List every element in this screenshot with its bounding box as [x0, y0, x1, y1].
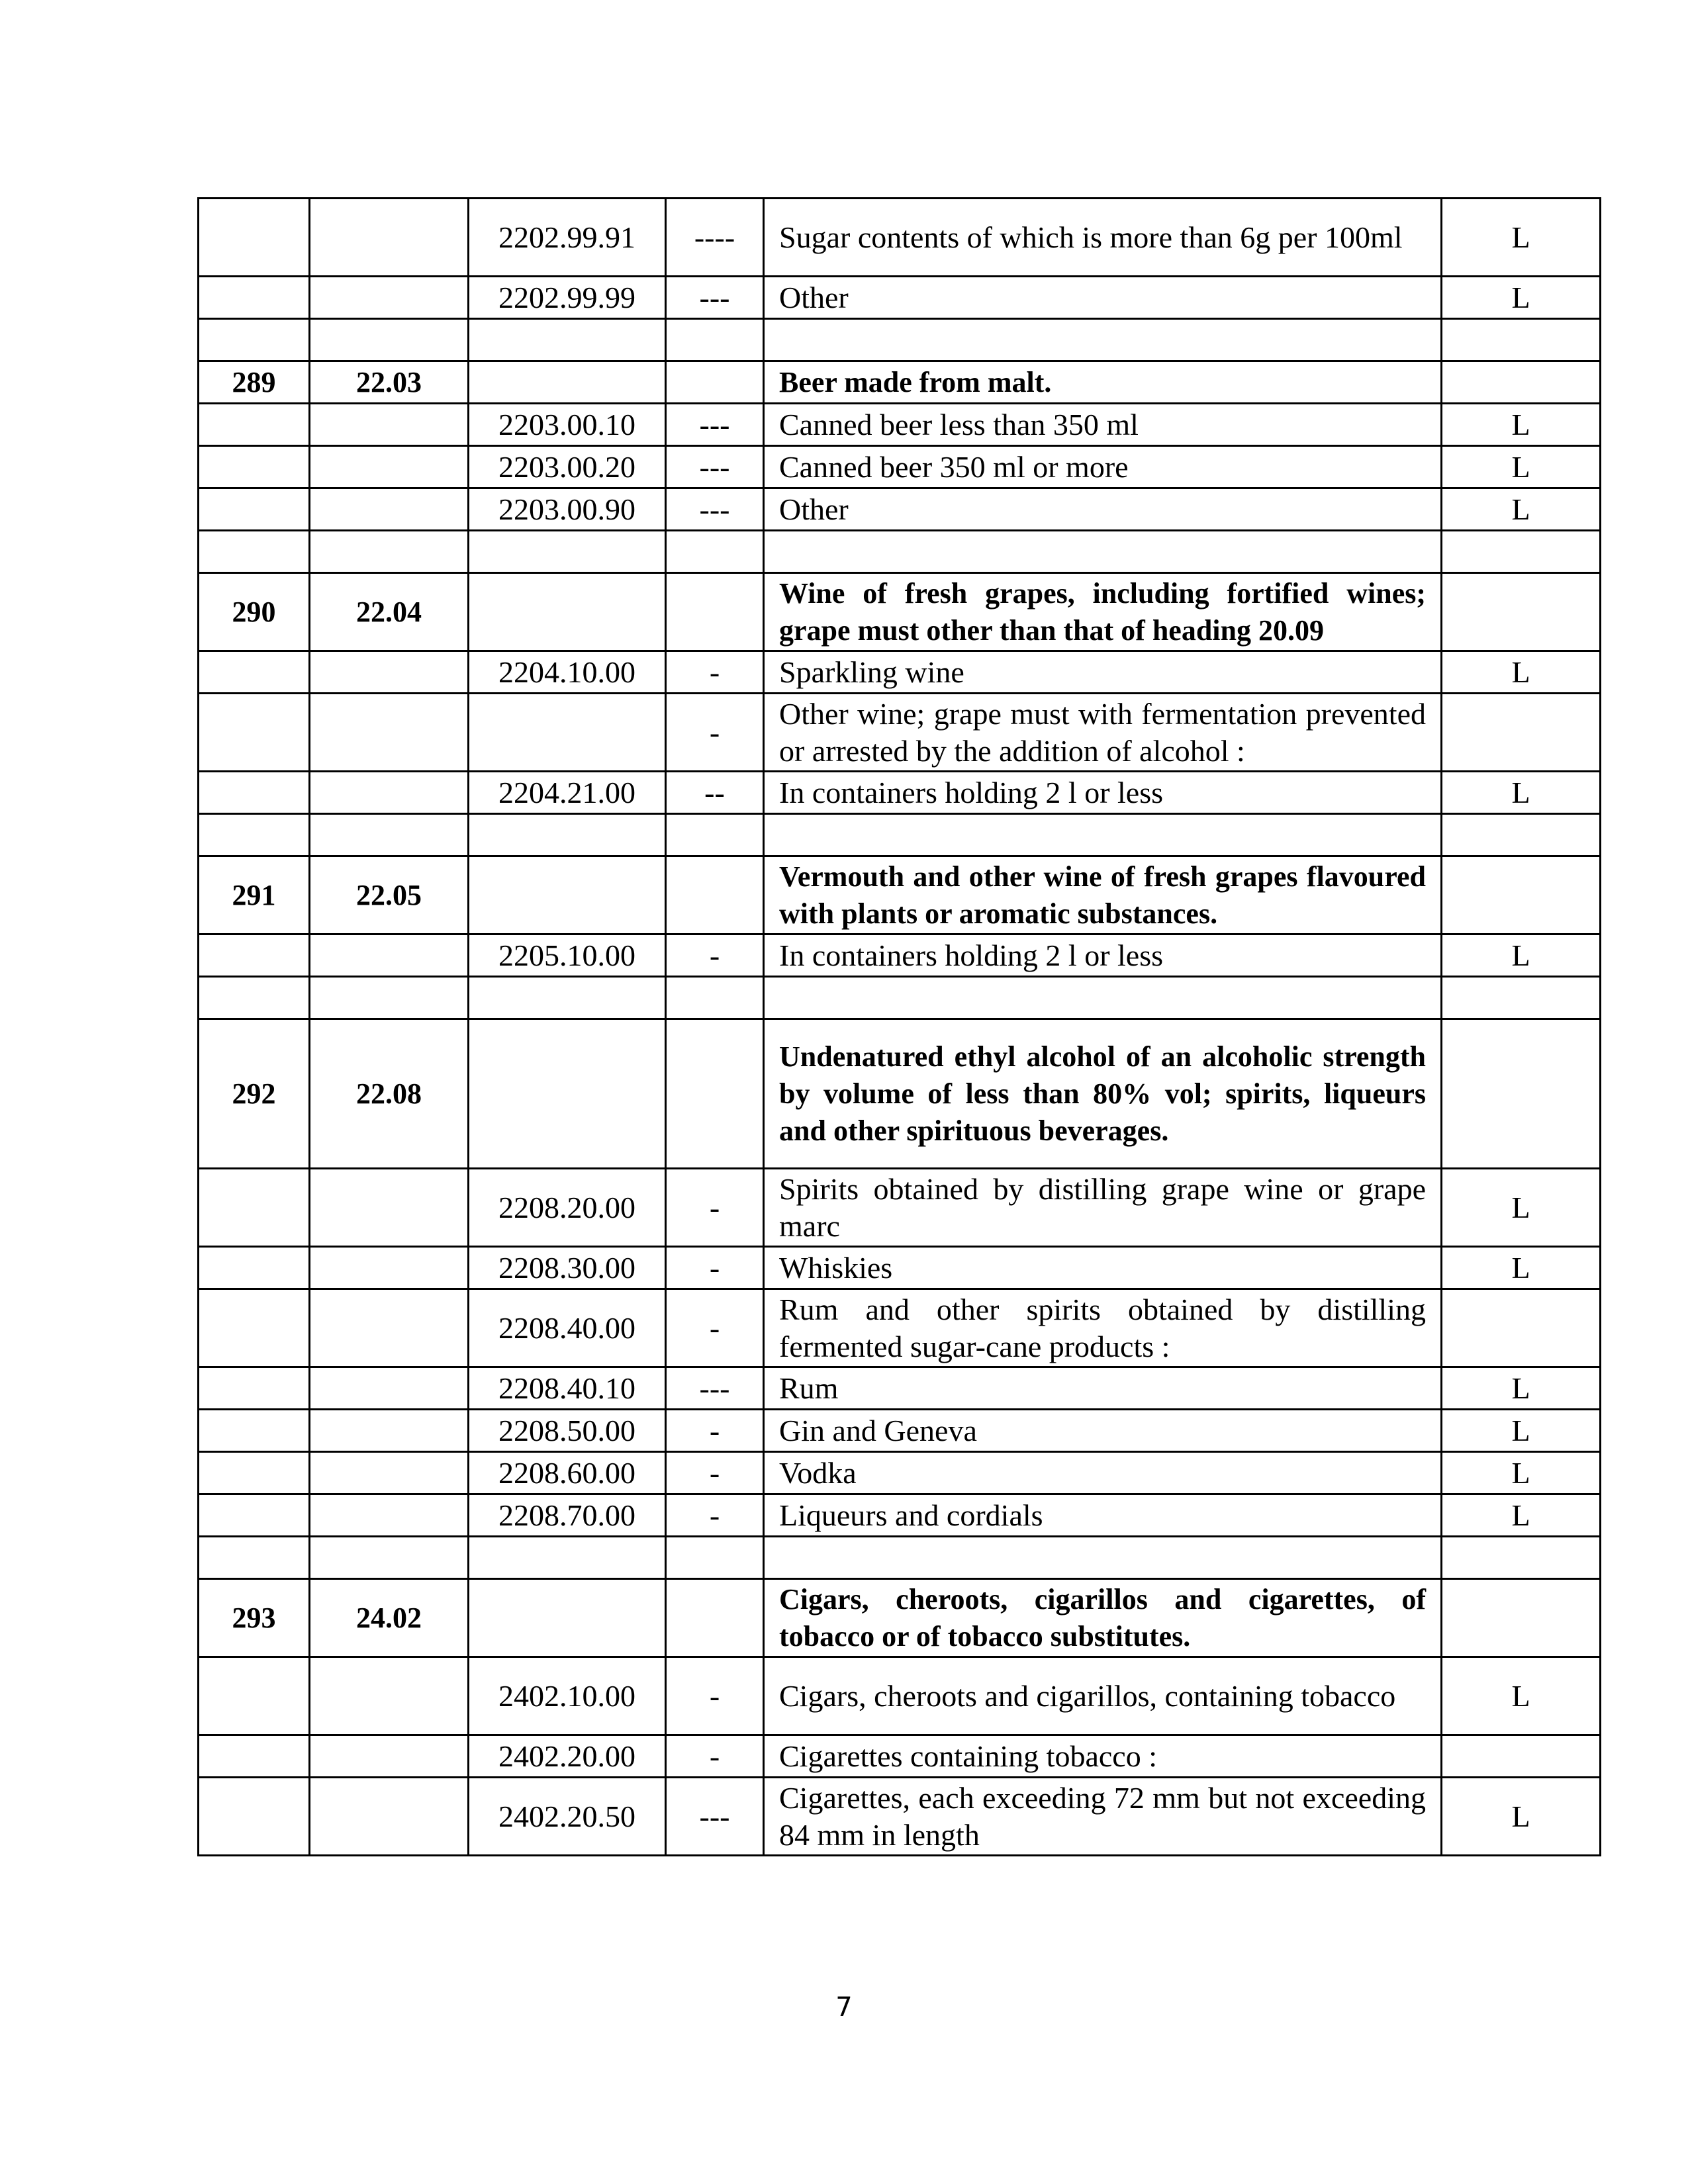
description-cell: Sugar contents of which is more than 6g per 100ml — [764, 199, 1442, 277]
description-cell: Liqueurs and cordials — [764, 1494, 1442, 1537]
heading-cell — [310, 694, 469, 772]
dash-level-cell — [666, 1579, 764, 1657]
hs-code-cell: 2402.10.00 — [469, 1657, 666, 1735]
description-cell — [764, 977, 1442, 1019]
dash-level-cell: - — [666, 1289, 764, 1367]
description-cell: Other wine; grape must with fermentation prevented or arrested by the addition of alcohol : — [764, 694, 1442, 772]
description-cell: In containers holding 2 l or less — [764, 934, 1442, 977]
category-cell — [1442, 361, 1601, 404]
heading-cell — [310, 1778, 469, 1856]
table-row — [199, 651, 1601, 694]
description-cell: Rum and other spirits obtained by distilling fermented sugar-cane products : — [764, 1289, 1442, 1367]
dash-level-cell: - — [666, 1657, 764, 1735]
hs-code-cell: 2203.00.90 — [469, 488, 666, 531]
heading-cell: 22.05 — [310, 856, 469, 934]
heading-cell — [310, 1494, 469, 1537]
hs-code-cell: 2208.60.00 — [469, 1452, 666, 1494]
hs-code-cell — [469, 814, 666, 856]
item-number-cell: 293 — [199, 1579, 310, 1657]
dash-level-cell: --- — [666, 446, 764, 488]
dash-level-cell: - — [666, 651, 764, 694]
category-cell: L — [1442, 1494, 1601, 1537]
description-cell: Spirits obtained by distilling grape wine or grape marc — [764, 1169, 1442, 1247]
table-row — [199, 1367, 1601, 1410]
item-number-cell — [199, 814, 310, 856]
tariff-table — [197, 197, 1601, 1856]
description-cell: Rum — [764, 1367, 1442, 1410]
item-number-cell: 292 — [199, 1019, 310, 1169]
hs-code-cell: 2205.10.00 — [469, 934, 666, 977]
hs-code-cell: 2208.20.00 — [469, 1169, 666, 1247]
dash-level-cell — [666, 1537, 764, 1579]
item-number-cell: 289 — [199, 361, 310, 404]
heading-cell — [310, 1657, 469, 1735]
category-cell: L — [1442, 934, 1601, 977]
hs-code-cell — [469, 856, 666, 934]
hs-code-cell: 2208.40.10 — [469, 1367, 666, 1410]
description-cell — [764, 531, 1442, 573]
item-number-cell — [199, 277, 310, 319]
item-number-cell — [199, 977, 310, 1019]
table-row — [199, 1778, 1601, 1856]
hs-code-cell: 2208.40.00 — [469, 1289, 666, 1367]
item-number-cell — [199, 1735, 310, 1778]
item-number-cell — [199, 1367, 310, 1410]
table-row — [199, 1247, 1601, 1289]
tariff-table-body — [199, 199, 1601, 1856]
hs-code-cell — [469, 1579, 666, 1657]
category-cell: L — [1442, 651, 1601, 694]
category-cell: L — [1442, 772, 1601, 814]
heading-cell: 22.04 — [310, 573, 469, 651]
spacer-row — [199, 319, 1601, 361]
dash-level-cell: --- — [666, 404, 764, 446]
category-cell — [1442, 1579, 1601, 1657]
category-cell: L — [1442, 404, 1601, 446]
category-cell — [1442, 319, 1601, 361]
dash-level-cell: ---- — [666, 199, 764, 277]
heading-row — [199, 1579, 1601, 1657]
hs-code-cell — [469, 977, 666, 1019]
table-row — [199, 1494, 1601, 1537]
category-cell — [1442, 1019, 1601, 1169]
description-cell: Undenatured ethyl alcohol of an alcoholic strength by volume of less than 80% vol; spirits, liqueurs and other spirituous beverages. — [764, 1019, 1442, 1169]
dash-level-cell: - — [666, 1735, 764, 1778]
heading-cell — [310, 488, 469, 531]
hs-code-cell — [469, 694, 666, 772]
heading-cell — [310, 199, 469, 277]
heading-cell: 22.03 — [310, 361, 469, 404]
heading-cell: 22.08 — [310, 1019, 469, 1169]
dash-level-cell: -- — [666, 772, 764, 814]
description-cell: Canned beer less than 350 ml — [764, 404, 1442, 446]
description-cell: Sparkling wine — [764, 651, 1442, 694]
table-row — [199, 1410, 1601, 1452]
heading-cell — [310, 1367, 469, 1410]
table-row — [199, 1289, 1601, 1367]
heading-cell — [310, 277, 469, 319]
hs-code-cell: 2208.50.00 — [469, 1410, 666, 1452]
heading-cell — [310, 1289, 469, 1367]
category-cell: L — [1442, 1169, 1601, 1247]
description-cell: Canned beer 350 ml or more — [764, 446, 1442, 488]
heading-row — [199, 856, 1601, 934]
category-cell: L — [1442, 199, 1601, 277]
category-cell: L — [1442, 446, 1601, 488]
item-number-cell — [199, 1169, 310, 1247]
table-row — [199, 1735, 1601, 1778]
heading-row — [199, 1019, 1601, 1169]
dash-level-cell: - — [666, 694, 764, 772]
item-number-cell — [199, 651, 310, 694]
heading-cell — [310, 1452, 469, 1494]
heading-cell — [310, 977, 469, 1019]
category-cell: L — [1442, 1247, 1601, 1289]
category-cell: L — [1442, 1452, 1601, 1494]
table-row — [199, 772, 1601, 814]
dash-level-cell — [666, 1019, 764, 1169]
heading-cell — [310, 934, 469, 977]
dash-level-cell — [666, 814, 764, 856]
category-cell — [1442, 1735, 1601, 1778]
description-cell: Cigars, cheroots and cigarillos, containing tobacco — [764, 1657, 1442, 1735]
description-cell: In containers holding 2 l or less — [764, 772, 1442, 814]
category-cell: L — [1442, 1778, 1601, 1856]
description-cell: Vodka — [764, 1452, 1442, 1494]
heading-cell — [310, 404, 469, 446]
dash-level-cell: --- — [666, 488, 764, 531]
hs-code-cell — [469, 361, 666, 404]
description-cell: Cigarettes, each exceeding 72 mm but not exceeding 84 mm in length — [764, 1778, 1442, 1856]
dash-level-cell — [666, 977, 764, 1019]
table-row — [199, 404, 1601, 446]
dash-level-cell: - — [666, 1169, 764, 1247]
hs-code-cell: 2208.30.00 — [469, 1247, 666, 1289]
table-row — [199, 1452, 1601, 1494]
category-cell — [1442, 1537, 1601, 1579]
hs-code-cell — [469, 573, 666, 651]
hs-code-cell: 2402.20.00 — [469, 1735, 666, 1778]
description-cell: Wine of fresh grapes, including fortified wines; grape must other than that of heading 20.09 — [764, 573, 1442, 651]
description-cell: Vermouth and other wine of fresh grapes flavoured with plants or aromatic substances. — [764, 856, 1442, 934]
item-number-cell — [199, 1778, 310, 1856]
description-cell: Gin and Geneva — [764, 1410, 1442, 1452]
item-number-cell — [199, 1494, 310, 1537]
spacer-row — [199, 977, 1601, 1019]
table-row — [199, 488, 1601, 531]
description-cell — [764, 1537, 1442, 1579]
item-number-cell — [199, 319, 310, 361]
dash-level-cell — [666, 856, 764, 934]
heading-cell — [310, 814, 469, 856]
hs-code-cell — [469, 319, 666, 361]
category-cell — [1442, 856, 1601, 934]
description-cell: Cigars, cheroots, cigarillos and cigarettes, of tobacco or of tobacco substitutes. — [764, 1579, 1442, 1657]
item-number-cell — [199, 199, 310, 277]
dash-level-cell — [666, 531, 764, 573]
item-number-cell — [199, 694, 310, 772]
dash-level-cell: - — [666, 1410, 764, 1452]
dash-level-cell — [666, 573, 764, 651]
dash-level-cell: - — [666, 934, 764, 977]
dash-level-cell: - — [666, 1494, 764, 1537]
spacer-row — [199, 531, 1601, 573]
heading-row — [199, 573, 1601, 651]
item-number-cell — [199, 446, 310, 488]
dash-level-cell — [666, 319, 764, 361]
hs-code-cell: 2203.00.20 — [469, 446, 666, 488]
table-row — [199, 1169, 1601, 1247]
hs-code-cell — [469, 1019, 666, 1169]
description-cell: Other — [764, 488, 1442, 531]
dash-level-cell: --- — [666, 1367, 764, 1410]
dash-level-cell: - — [666, 1247, 764, 1289]
heading-cell — [310, 651, 469, 694]
hs-code-cell — [469, 1537, 666, 1579]
category-cell: L — [1442, 1657, 1601, 1735]
hs-code-cell: 2208.70.00 — [469, 1494, 666, 1537]
spacer-row — [199, 814, 1601, 856]
description-cell — [764, 319, 1442, 361]
category-cell: L — [1442, 1367, 1601, 1410]
heading-cell: 24.02 — [310, 1579, 469, 1657]
category-cell — [1442, 694, 1601, 772]
item-number-cell: 290 — [199, 573, 310, 651]
hs-code-cell: 2402.20.50 — [469, 1778, 666, 1856]
table-row — [199, 199, 1601, 277]
hs-code-cell: 2203.00.10 — [469, 404, 666, 446]
item-number-cell — [199, 488, 310, 531]
dash-level-cell — [666, 361, 764, 404]
item-number-cell: 291 — [199, 856, 310, 934]
category-cell — [1442, 1289, 1601, 1367]
heading-cell — [310, 446, 469, 488]
item-number-cell — [199, 1247, 310, 1289]
page-number: 7 — [835, 1992, 853, 2023]
item-number-cell — [199, 1452, 310, 1494]
category-cell — [1442, 977, 1601, 1019]
dash-level-cell: - — [666, 1452, 764, 1494]
category-cell: L — [1442, 277, 1601, 319]
description-cell — [764, 814, 1442, 856]
heading-cell — [310, 1735, 469, 1778]
dash-level-cell: --- — [666, 277, 764, 319]
category-cell — [1442, 531, 1601, 573]
heading-cell — [310, 1410, 469, 1452]
category-cell: L — [1442, 488, 1601, 531]
heading-cell — [310, 1537, 469, 1579]
hs-code-cell: 2202.99.99 — [469, 277, 666, 319]
heading-cell — [310, 319, 469, 361]
dash-level-cell: --- — [666, 1778, 764, 1856]
hs-code-cell: 2202.99.91 — [469, 199, 666, 277]
category-cell — [1442, 573, 1601, 651]
item-number-cell — [199, 1410, 310, 1452]
hs-code-cell — [469, 531, 666, 573]
heading-cell — [310, 1247, 469, 1289]
item-number-cell — [199, 772, 310, 814]
category-cell: L — [1442, 1410, 1601, 1452]
heading-cell — [310, 531, 469, 573]
category-cell — [1442, 814, 1601, 856]
item-number-cell — [199, 934, 310, 977]
table-row — [199, 1657, 1601, 1735]
item-number-cell — [199, 1537, 310, 1579]
hs-code-cell: 2204.21.00 — [469, 772, 666, 814]
hs-code-cell: 2204.10.00 — [469, 651, 666, 694]
description-cell: Cigarettes containing tobacco : — [764, 1735, 1442, 1778]
heading-cell — [310, 1169, 469, 1247]
item-number-cell — [199, 404, 310, 446]
description-cell: Beer made from malt. — [764, 361, 1442, 404]
table-row — [199, 277, 1601, 319]
table-row — [199, 934, 1601, 977]
item-number-cell — [199, 1289, 310, 1367]
table-row — [199, 446, 1601, 488]
heading-cell — [310, 772, 469, 814]
item-number-cell — [199, 531, 310, 573]
heading-row — [199, 361, 1601, 404]
table-row — [199, 694, 1601, 772]
description-cell: Other — [764, 277, 1442, 319]
spacer-row — [199, 1537, 1601, 1579]
item-number-cell — [199, 1657, 310, 1735]
description-cell: Whiskies — [764, 1247, 1442, 1289]
